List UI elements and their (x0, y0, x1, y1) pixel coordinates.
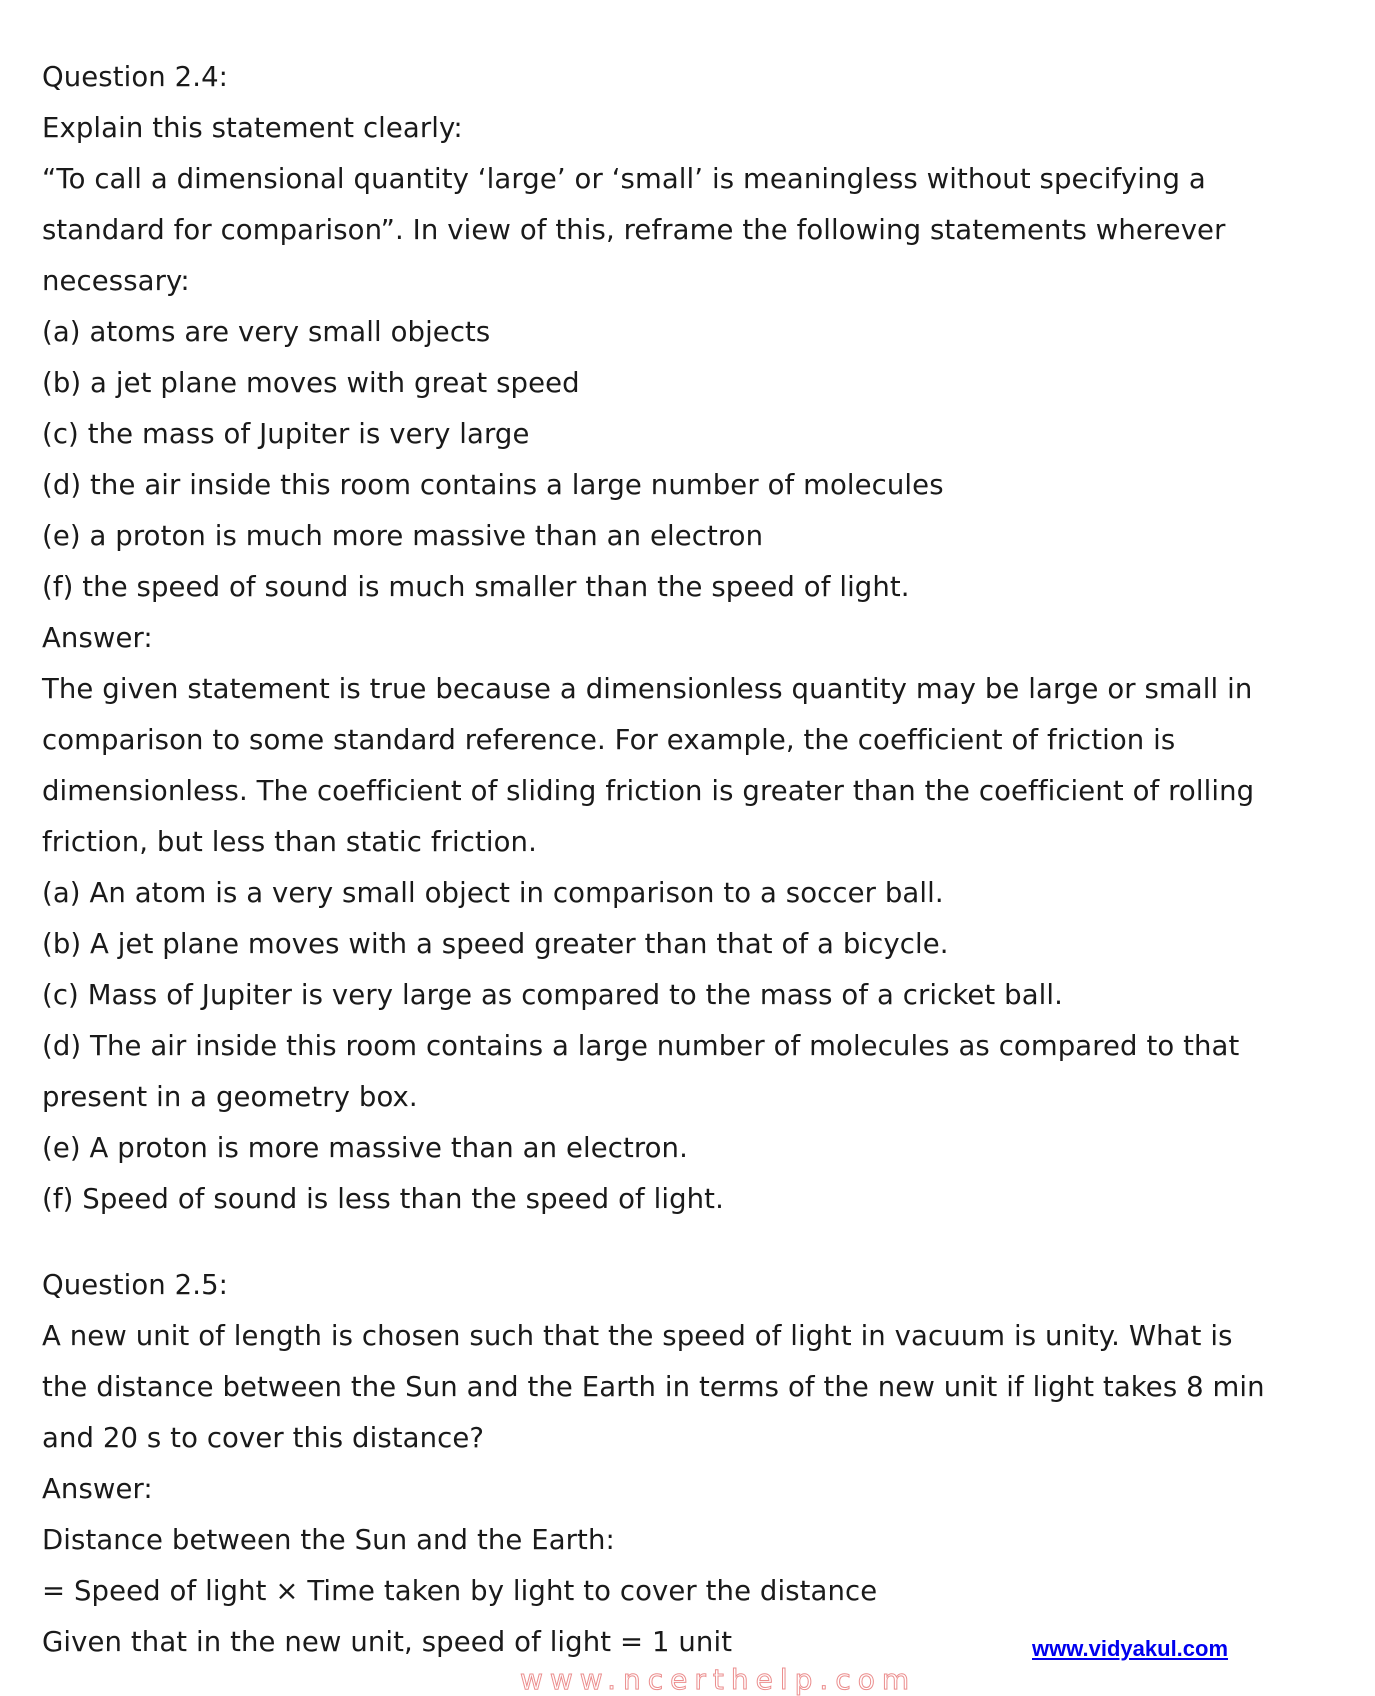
question-2-4-answer-line: comparison to some standard reference. For example, the coefficient of friction is (42, 724, 1176, 756)
question-2-5-prompt-line: the distance between the Sun and the Earth in terms of the new unit if light takes 8 min (42, 1371, 1265, 1403)
question-2-5-prompt-line: and 20 s to cover this distance? (42, 1422, 485, 1454)
question-2-4-answer-item-f: (f) Speed of sound is less than the speed of light. (42, 1183, 724, 1215)
question-2-4-answer-line: The given statement is true because a dimensionless quantity may be large or small in (42, 673, 1253, 705)
question-2-4-answer-label: Answer: (42, 622, 153, 654)
question-2-4-item-f: (f) the speed of sound is much smaller than the speed of light. (42, 571, 910, 603)
question-2-4-answer-item-e: (e) A proton is more massive than an electron. (42, 1132, 688, 1164)
question-2-4-prompt-line: standard for comparison”. In view of this, reframe the following statements wherever (42, 214, 1226, 246)
question-2-4-answer-item-b: (b) A jet plane moves with a speed greater than that of a bicycle. (42, 928, 949, 960)
document-page (42, 52, 1302, 1668)
question-2-5-answer-label: Answer: (42, 1473, 153, 1505)
question-2-5-answer-line: = Speed of light × Time taken by light to cover the distance (42, 1575, 878, 1607)
section-spacer (42, 1225, 1302, 1260)
question-2-4-heading: Question 2.4: (42, 61, 229, 93)
question-2-4-answer-line: dimensionless. The coefficient of sliding friction is greater than the coefficient of rolling (42, 775, 1255, 807)
question-2-4-answer-item-a: (a) An atom is a very small object in comparison to a soccer ball. (42, 877, 944, 909)
question-2-4-item-b: (b) a jet plane moves with great speed (42, 367, 580, 399)
question-2-5-prompt-line: A new unit of length is chosen such that the speed of light in vacuum is unity. What is (42, 1320, 1233, 1352)
vidyakul-link[interactable]: www.vidyakul.com (1032, 1636, 1229, 1661)
watermark: www.ncerthelp.com (520, 1663, 917, 1696)
question-2-5-answer-line: Distance between the Sun and the Earth: (42, 1524, 615, 1556)
question-2-4-item-a: (a) atoms are very small objects (42, 316, 491, 348)
question-2-4-item-e: (e) a proton is much more massive than an electron (42, 520, 764, 552)
question-2-4-item-d: (d) the air inside this room contains a large number of molecules (42, 469, 944, 501)
question-2-4-answer-item-d-cont: present in a geometry box. (42, 1081, 418, 1113)
question-2-4-answer-item-d: (d) The air inside this room contains a large number of molecules as compared to that (42, 1030, 1240, 1062)
question-2-4-item-c: (c) the mass of Jupiter is very large (42, 418, 530, 450)
question-2-4-answer-item-c: (c) Mass of Jupiter is very large as compared to the mass of a cricket ball. (42, 979, 1063, 1011)
question-2-4-prompt-line: “To call a dimensional quantity ‘large’ or ‘small’ is meaningless without specifying a (42, 163, 1206, 195)
question-2-5-heading: Question 2.5: (42, 1269, 229, 1301)
question-2-4-prompt-line: necessary: (42, 265, 190, 297)
question-2-4-answer-line: friction, but less than static friction. (42, 826, 537, 858)
question-2-4-prompt-line: Explain this statement clearly: (42, 112, 463, 144)
question-2-5-answer-line: Given that in the new unit, speed of light = 1 unit (42, 1626, 733, 1658)
